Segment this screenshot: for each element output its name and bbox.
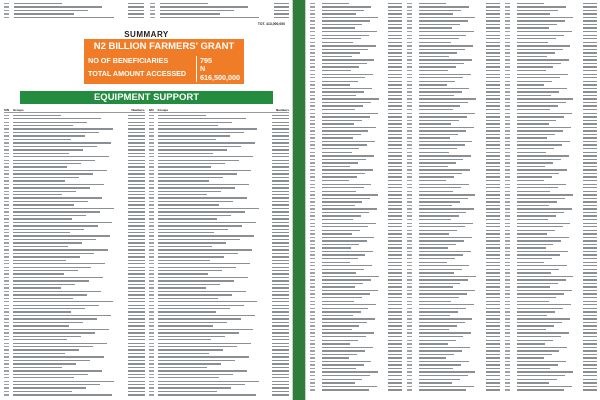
equipment-table-header [149, 108, 290, 113]
total-amount-label: TOTAL AMOUNT ACCESSED [88, 68, 187, 78]
top-list-total: TOT. 413,000,000 [257, 22, 285, 26]
list-column [505, 2, 597, 398]
beneficiary-list [310, 2, 597, 398]
right-page [305, 0, 600, 400]
equipment-table [4, 108, 289, 398]
table-row [149, 394, 290, 397]
header-sn: S/N [148, 108, 154, 112]
beneficiaries-label: NO OF BENEFICIARIES [88, 55, 169, 65]
header-numbers: Numbers [275, 108, 289, 112]
total-amount-row [88, 64, 240, 82]
list-column [310, 2, 402, 398]
table-row [4, 394, 145, 397]
header-groups: Groups [13, 108, 24, 112]
header-sn: S/N [4, 108, 10, 112]
grant-title: N2 BILLION FARMERS' GRANT [93, 41, 235, 52]
equipment-column [149, 108, 290, 398]
left-page [0, 0, 293, 400]
table-row [505, 389, 597, 393]
summary-title: SUMMARY [124, 30, 169, 39]
header-groups: Groups [157, 108, 169, 112]
table-row [150, 16, 290, 20]
page-gutter [293, 0, 305, 400]
table-row [407, 389, 499, 393]
equipment-support-banner: EQUIPMENT SUPPORT [20, 91, 273, 104]
table-row [310, 389, 402, 393]
equipment-table-header [4, 108, 145, 113]
beneficiaries-value: 795 [196, 56, 240, 65]
grant-summary-box [84, 39, 244, 84]
header-numbers: Numbers [131, 108, 145, 112]
total-amount-value: N 616,500,000 [196, 64, 240, 82]
top-list-column [4, 2, 144, 30]
table-row [4, 16, 144, 20]
equipment-column [4, 108, 145, 398]
list-column [407, 2, 499, 398]
